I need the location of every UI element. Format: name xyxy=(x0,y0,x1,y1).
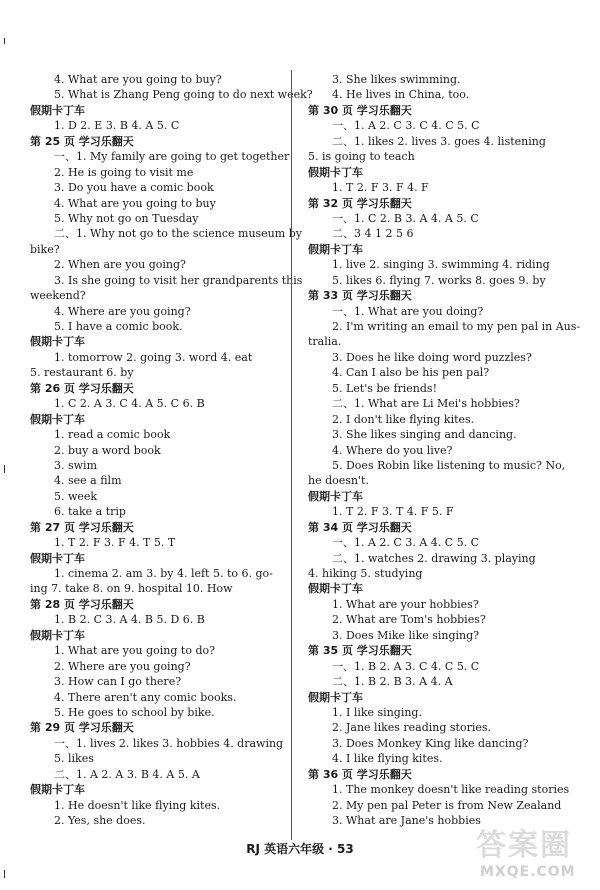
answer-line: weekend? xyxy=(30,289,86,303)
answer-line: 一、1. C 2. B 3. A 4. A 5. C xyxy=(332,211,479,225)
answer-line: 二、3 4 1 2 5 6 xyxy=(332,227,414,241)
answer-line: 3. How can I go there? xyxy=(54,675,182,689)
section-heading: 假期卡丁车 xyxy=(308,690,363,704)
watermark-logo: 答案圈 xyxy=(476,828,572,863)
answer-line: 二、1. likes 2. lives 3. goes 4. listening xyxy=(332,134,546,148)
answer-line: 6. take a trip xyxy=(54,505,126,519)
section-heading: 假期卡丁车 xyxy=(30,335,85,349)
answer-line: 1. I like singing. xyxy=(332,705,422,719)
answer-line: 4. see a film xyxy=(54,474,122,488)
answer-line: 3. She likes singing and dancing. xyxy=(332,428,517,442)
answer-line: 一、1. My family are going to get together xyxy=(54,150,290,164)
answer-line: 3. Does he like doing word puzzles? xyxy=(332,350,532,364)
answer-line: 1. tomorrow 2. going 3. word 4. eat xyxy=(54,350,253,364)
section-heading: 假期卡丁车 xyxy=(308,165,363,179)
answer-line: 1. What are your hobbies? xyxy=(332,597,479,611)
margin-mark xyxy=(4,870,5,878)
section-heading: 假期卡丁车 xyxy=(30,628,85,642)
answer-line: 5. He goes to school by bike. xyxy=(54,705,215,719)
answer-line: 3. Does Monkey King like dancing? xyxy=(332,736,529,750)
answer-line: 1. C 2. A 3. C 4. A 5. C 6. B xyxy=(54,397,205,411)
section-heading: 第 30 页 学习乐翻天 xyxy=(308,103,412,117)
answer-line: 一、1. lives 2. likes 3. hobbies 4. drawing xyxy=(54,736,284,750)
answer-line: 二、1. What are Li Mei's hobbies? xyxy=(332,397,520,411)
watermark-site: MXQE.COM xyxy=(480,864,576,880)
answer-line: 3. She likes swimming. xyxy=(332,73,461,86)
section-heading: 假期卡丁车 xyxy=(308,489,363,503)
answer-line: 5. What is Zhang Peng going to do next week? xyxy=(54,88,313,102)
watermark xyxy=(470,818,598,884)
answer-line: 一、1. A 2. C 3. A 4. C 5. C xyxy=(332,536,480,550)
section-heading: 第 36 页 学习乐翻天 xyxy=(308,767,412,781)
section-heading: 第 35 页 学习乐翻天 xyxy=(308,644,412,658)
answer-line: 4. There aren't any comic books. xyxy=(54,690,237,704)
margin-mark xyxy=(4,38,5,44)
answer-line: 一、1. B 2. A 3. C 4. C 5. C xyxy=(332,659,480,673)
right-column xyxy=(308,72,581,828)
answer-line: 一、1. What are you doing? xyxy=(332,304,484,318)
answer-line: 二、1. watches 2. drawing 3. playing xyxy=(332,551,536,565)
section-heading: 第 34 页 学习乐翻天 xyxy=(308,520,412,534)
answer-line: 一、1. A 2. C 3. C 4. C 5. C xyxy=(332,119,480,133)
left-column xyxy=(30,72,313,828)
answer-line: 5. likes xyxy=(54,752,94,766)
section-heading: 假期卡丁车 xyxy=(30,783,85,797)
section-heading: 假期卡丁车 xyxy=(308,242,363,256)
answer-line: 5. I have a comic book. xyxy=(54,320,183,333)
answer-line: 2. He is going to visit me xyxy=(54,165,194,179)
answer-line: 二、1. Why not go to the science museum by xyxy=(54,227,302,241)
answer-line: 4. I like flying kites. xyxy=(332,752,443,766)
answer-line: 1. He doesn't like flying kites. xyxy=(54,798,221,812)
answer-line: 1. B 2. C 3. A 4. B 5. D 6. B xyxy=(54,613,205,627)
answer-line: 2. buy a word book xyxy=(54,443,161,457)
answer-line: 2. I'm writing an email to my pen pal in Aus- xyxy=(332,320,581,333)
answer-line: 5. week xyxy=(54,489,98,503)
answer-line: 3. swim xyxy=(54,458,98,472)
answer-line: 2. When are you going? xyxy=(54,258,186,272)
answer-line: 4. Where do you live? xyxy=(332,443,453,457)
answer-line: 1. T 2. F 3. F 4. F xyxy=(332,181,429,195)
answer-line: 2. Where are you going? xyxy=(54,659,191,673)
answer-line: 2. Yes, she does. xyxy=(54,814,146,827)
answer-line: he doesn't. xyxy=(308,474,369,488)
answer-line: 3. Is she going to visit her grandparents this xyxy=(54,273,303,287)
section-heading: 第 33 页 学习乐翻天 xyxy=(308,289,412,303)
section-heading: 第 32 页 学习乐翻天 xyxy=(308,196,412,210)
answer-line: 4. He lives in China, too. xyxy=(332,88,470,102)
answer-line: 5. restaurant 6. by xyxy=(30,366,134,380)
answer-line: 5. is going to teach xyxy=(308,150,415,164)
answer-line: 5. Does Robin like listening to music? No, xyxy=(332,458,566,472)
section-heading: 第 28 页 学习乐翻天 xyxy=(30,597,134,611)
answer-line: 1. read a comic book xyxy=(54,428,171,442)
section-heading: 假期卡丁车 xyxy=(308,582,363,596)
answer-line: 二、1. B 2. B 3. A 4. A xyxy=(332,675,453,689)
section-heading: 第 26 页 学习乐翻天 xyxy=(30,381,134,395)
answer-line: 3. Does Mike like singing? xyxy=(332,628,480,642)
answer-line: ing 7. take 8. on 9. hospital 10. How xyxy=(30,582,233,596)
answer-line: bike? xyxy=(30,242,60,256)
answer-line: 4. hiking 5. studying xyxy=(308,567,423,580)
answer-line: 5. Let's be friends! xyxy=(332,381,437,395)
page-footer: RJ 英语六年级 · 53 xyxy=(246,842,354,856)
answer-line: 2. What are Tom's hobbies? xyxy=(332,613,486,627)
answer-line: 1. cinema 2. am 3. by 4. left 5. to 6. go- xyxy=(54,567,273,580)
margin-mark xyxy=(4,465,5,473)
answer-line: 4. Where are you going? xyxy=(54,304,191,318)
section-heading: 第 27 页 学习乐翻天 xyxy=(30,520,134,534)
answer-line: 3. Do you have a comic book xyxy=(54,181,214,195)
column-divider xyxy=(291,70,292,840)
section-heading: 第 29 页 学习乐翻天 xyxy=(30,721,134,735)
answer-line: 1. live 2. singing 3. swimming 4. riding xyxy=(332,258,550,272)
answer-line: 2. Jane likes reading stories. xyxy=(332,721,492,735)
answer-line: 5. likes 6. flying 7. works 8. goes 9. by xyxy=(332,273,546,287)
answer-line: 1. The monkey doesn't like reading stories xyxy=(332,783,570,797)
answer-line: 4. Can I also be his pen pal? xyxy=(332,366,490,380)
answer-line: 1. D 2. E 3. B 4. A 5. C xyxy=(54,119,180,133)
answer-line: 1. T 2. F 3. T 4. F 5. F xyxy=(332,505,454,519)
answer-line: 二、1. A 2. A 3. B 4. A 5. A xyxy=(54,767,200,781)
section-heading: 假期卡丁车 xyxy=(30,103,85,117)
answer-line: 2. My pen pal Peter is from New Zealand xyxy=(332,798,562,812)
answer-line: 3. What are Jane's hobbies xyxy=(332,814,481,827)
answer-line: 1. What are you going to do? xyxy=(54,644,216,658)
answer-line: 1. T 2. F 3. F 4. T 5. T xyxy=(54,536,176,550)
section-heading: 假期卡丁车 xyxy=(30,412,85,426)
answer-line: 5. Why not go on Tuesday xyxy=(54,211,199,225)
answer-line: 4. What are you going to buy xyxy=(54,196,216,210)
answer-line: 4. What are you going to buy? xyxy=(54,73,222,86)
section-heading: 第 25 页 学习乐翻天 xyxy=(30,134,134,148)
section-heading: 假期卡丁车 xyxy=(30,551,85,565)
answer-line: 2. I don't like flying kites. xyxy=(332,412,475,426)
answer-line: tralia. xyxy=(308,335,342,349)
